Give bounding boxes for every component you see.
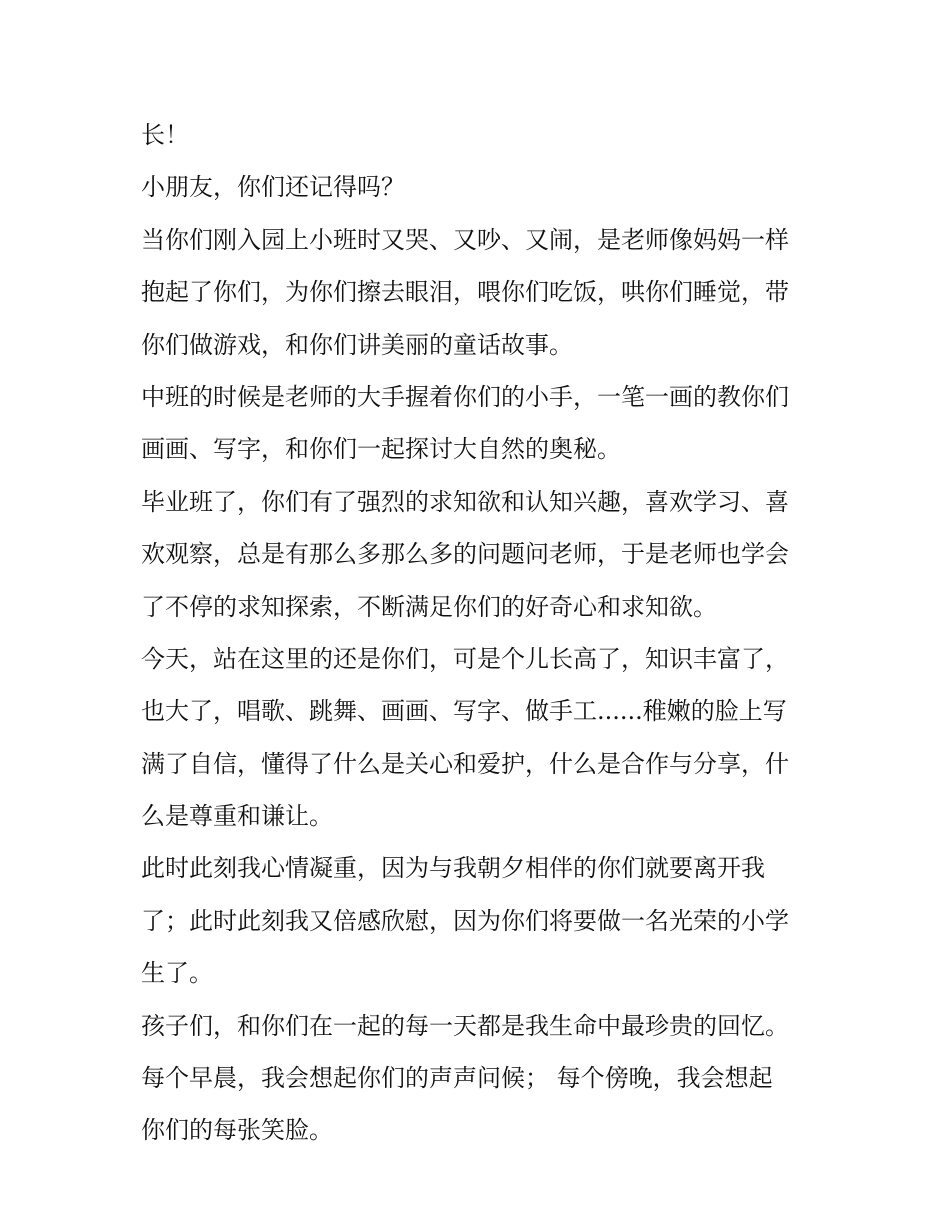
text-line-6: 中班的时候是老师的大手握着你们的小手，一笔一画的教你们	[141, 382, 789, 411]
text-line-5: 你们做游戏，和你们讲美丽的童话故事。	[141, 330, 573, 359]
text-line-14: 么是尊重和谦让。	[141, 802, 333, 831]
text-line-12: 也大了，唱歌、跳舞、画画、写字、做手工......稚嫩的脸上写	[141, 697, 787, 726]
text-line-7: 画画、写字，和你们一起探讨大自然的奥秘。	[141, 435, 621, 464]
text-line-4: 抱起了你们，为你们擦去眼泪，喂你们吃饭，哄你们睡觉，带	[141, 278, 789, 307]
text-line-11: 今天，站在这里的还是你们，可是个儿长高了，知识丰富了，	[141, 644, 789, 673]
text-line-17: 生了。	[141, 959, 213, 988]
text-line-13: 满了自信，懂得了什么是关心和爱护，什么是合作与分享，什	[141, 749, 789, 778]
text-line-3: 当你们刚入园上小班时又哭、又吵、又闹，是老师像妈妈一样	[141, 225, 789, 254]
text-line-16: 了；此时此刻我又倍感欣慰，因为你们将要做一名光荣的小学	[141, 906, 789, 935]
text-line-18: 孩子们，和你们在一起的每一天都是我生命中最珍贵的回忆。	[141, 1011, 789, 1040]
text-line-15: 此时此刻我心情凝重，因为与我朝夕相伴的你们就要离开我	[141, 854, 765, 883]
body-text	[141, 109, 821, 1157]
text-line-2: 小朋友，你们还记得吗？	[141, 173, 405, 202]
text-line-1: 长！	[141, 121, 189, 149]
text-line-9: 欢观察，总是有那么多那么多的问题问老师，于是老师也学会	[141, 540, 789, 569]
text-line-8: 毕业班了，你们有了强烈的求知欲和认知兴趣，喜欢学习、喜	[141, 487, 789, 516]
text-line-10: 了不停的求知探索，不断满足你们的好奇心和求知欲。	[141, 592, 717, 621]
text-line-20: 你们的每张笑脸。	[141, 1116, 333, 1145]
text-line-19: 每个早晨，我会想起你们的声声问候； 每个傍晚，我会想起	[141, 1064, 773, 1093]
